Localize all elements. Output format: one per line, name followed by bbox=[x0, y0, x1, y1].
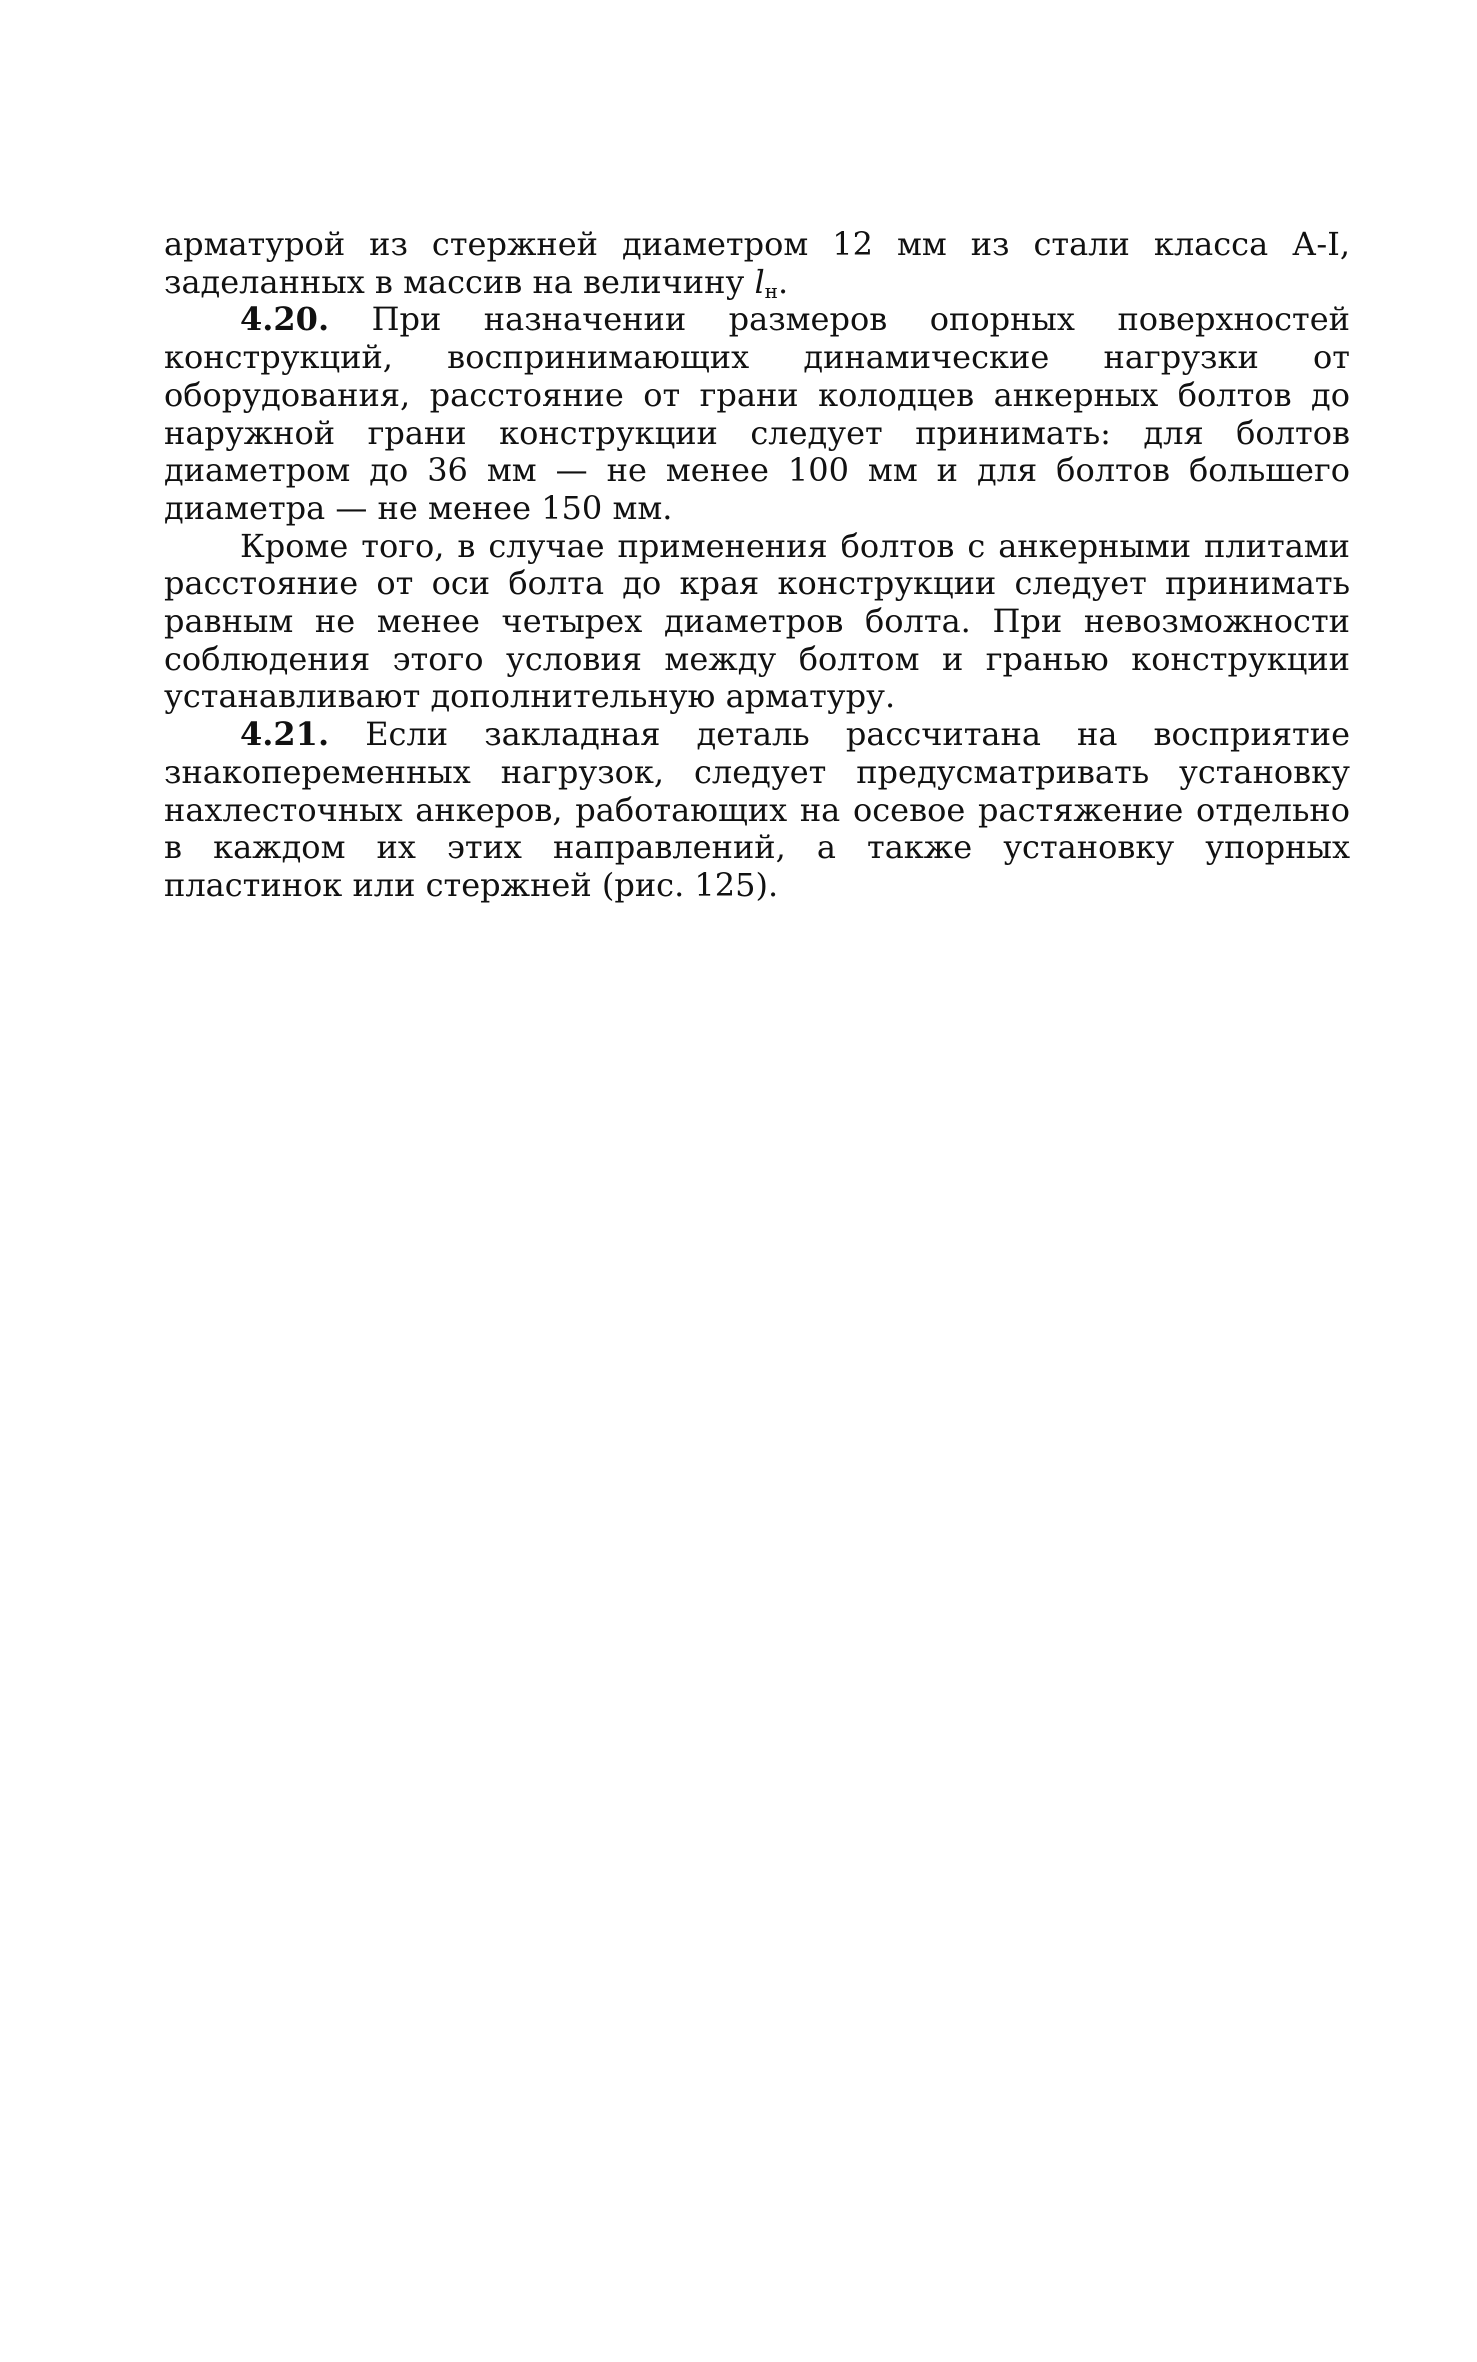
symbol-l: l bbox=[754, 262, 765, 301]
paragraph-text: Кроме того, в случае применения болтов с анкерными плитами расстояние от оси болта до края конструкции следует принимать равным не менее четырех диаметров болта. При невозможности соблюдения этого условия между болтом и гранью конструкции устанавливают дополнительную арматуру. bbox=[164, 526, 1350, 716]
document-page bbox=[164, 226, 1350, 905]
paragraph-4-20 bbox=[164, 301, 1350, 527]
paragraph-text: При назначении размеров опорных поверхностей конструкций, воспринимающих динамические нагрузки от оборудования, расстояние от грани колодцев анкерных болтов до наружной грани конструкции следует принимать: для болтов диаметром до 36 мм — не менее 100 мм и для болтов большего диаметра — не менее 150 мм. bbox=[164, 300, 1350, 527]
paragraph-tail: . bbox=[778, 262, 789, 301]
paragraph-text: Если закладная деталь рассчитана на восприятие знакопеременных нагрузок, следует предусматривать установку нахлесточных анкеров, работающих на осевое растяжение отдельно в каждом их этих направлений, а также установку упорных пластинок или стержней (рис. 125). bbox=[164, 715, 1351, 904]
clause-number: 4.20. bbox=[240, 300, 330, 339]
paragraph-anchor-plates bbox=[164, 528, 1350, 717]
clause-number: 4.21. bbox=[240, 715, 330, 754]
paragraph-continuation bbox=[164, 226, 1350, 301]
paragraph-4-21 bbox=[164, 716, 1350, 905]
symbol-subscript: н bbox=[764, 278, 779, 303]
paragraph-text: арматурой из стержней диаметром 12 мм из стали класса А-I, заделанных в массив на величину bbox=[164, 225, 1350, 301]
